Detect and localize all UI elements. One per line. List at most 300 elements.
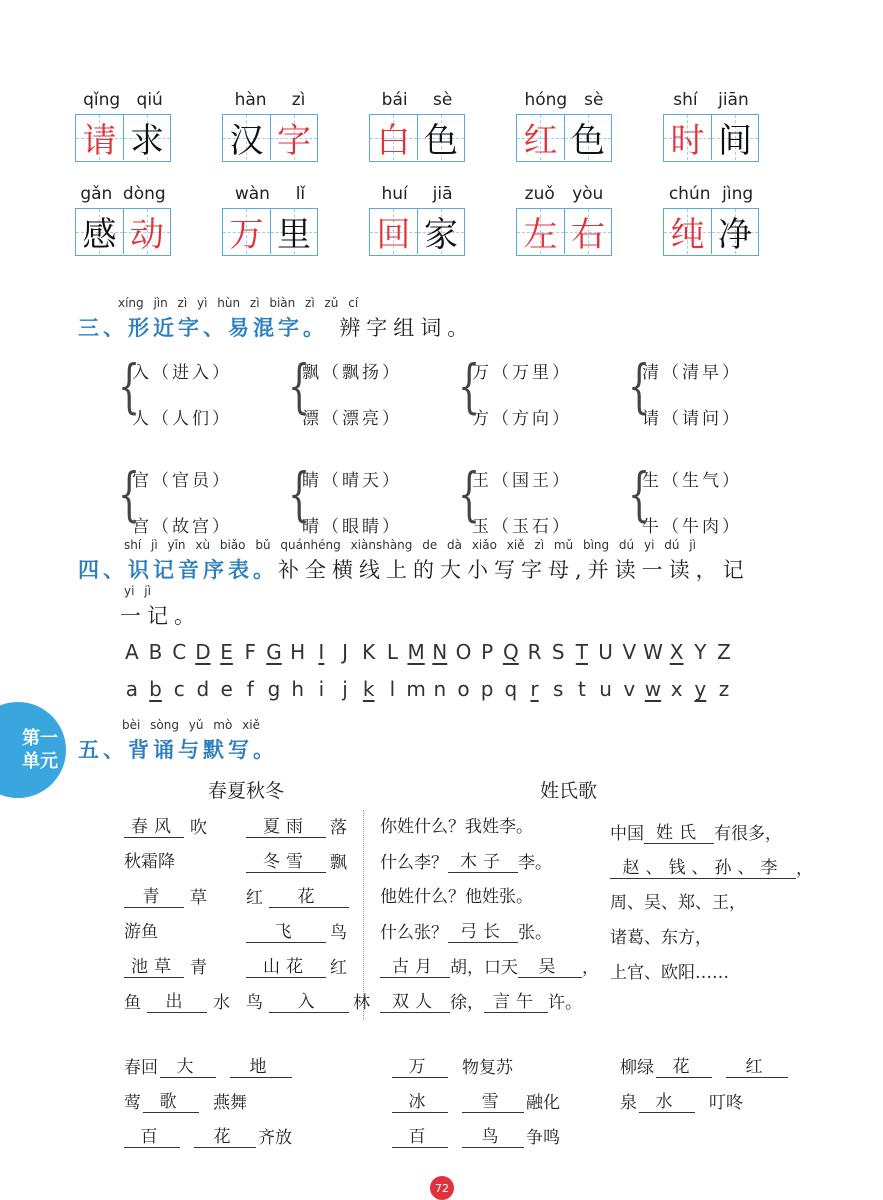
word-item <box>663 90 759 162</box>
poem-line <box>246 812 347 838</box>
brace-word: 入（进入） <box>132 362 232 383</box>
hanzi-char: 色 <box>570 121 605 161</box>
pinyin-syllable: lǐ <box>295 184 306 204</box>
tianzige-cell <box>711 115 758 160</box>
word-pinyin <box>663 90 759 114</box>
hanzi-char: 字 <box>276 121 311 161</box>
brace-groups <box>118 350 798 566</box>
fill-blank: 木子 <box>448 847 518 873</box>
poem-line <box>620 1052 790 1078</box>
brace-lines <box>132 350 232 442</box>
word-item <box>75 90 171 162</box>
poem-text: 吹 <box>190 818 207 838</box>
brace-group <box>118 458 288 550</box>
brace-group <box>288 350 458 442</box>
brace-word: 官（官员） <box>132 470 232 491</box>
alphabet-letter: G <box>266 640 282 664</box>
poem-text: 胡，口天 <box>450 958 518 978</box>
brace-word: 清（清早） <box>642 362 742 383</box>
alphabet-letter: i <box>318 677 325 701</box>
pinyin-syllable: jìng <box>722 184 754 204</box>
poem-text: 水 <box>213 993 230 1013</box>
alphabet-letter: Q <box>502 640 519 664</box>
poem-text: 有很多， <box>714 824 782 844</box>
brace-symbol: { <box>458 352 481 420</box>
poem-text: 争鸣 <box>526 1128 560 1148</box>
poem-text: ， <box>796 859 813 879</box>
poem-text: 叮咚 <box>709 1093 743 1113</box>
alphabet-letter: Z <box>717 640 731 664</box>
poem-text: 上官、欧阳…… <box>610 963 729 983</box>
pinyin-syllable: sè <box>432 90 453 110</box>
brace-lines <box>302 350 402 442</box>
word-item <box>75 184 171 256</box>
tianzige-cell <box>270 209 317 254</box>
poem-text: 李。 <box>518 853 552 873</box>
tianzige-cell <box>76 115 123 160</box>
poem-text: 中国 <box>610 824 644 844</box>
poem-line <box>392 1087 560 1113</box>
brace-symbol: { <box>288 352 311 420</box>
fill-blank: 弓长 <box>448 917 518 943</box>
section-4-instruction-2: 一记。 <box>120 604 201 628</box>
alphabet-letter: c <box>173 677 185 701</box>
hanzi-char: 家 <box>423 215 458 255</box>
tianzige-boxes <box>369 114 465 162</box>
fill-blank: 飞 <box>246 917 326 943</box>
alphabet-letter: x <box>670 677 683 701</box>
hanzi-char: 净 <box>717 215 752 255</box>
poem-line <box>246 952 347 978</box>
hanzi-char: 请 <box>82 121 117 161</box>
alphabet-letter: k <box>362 677 375 701</box>
fill-blank: 花 <box>269 882 349 908</box>
hanzi-char: 色 <box>423 121 458 161</box>
poem-line <box>392 1052 513 1078</box>
poem-text: 齐放 <box>258 1128 292 1148</box>
fill-blank: 春风 <box>124 812 184 838</box>
poem-text: 徐， <box>450 993 484 1013</box>
word-pinyin <box>75 90 171 114</box>
poem-text: 红 <box>330 958 347 978</box>
tianzige-cell <box>76 209 123 254</box>
poem-text: 融化 <box>526 1093 560 1113</box>
poem-line <box>380 847 552 873</box>
hanzi-char: 间 <box>717 121 752 161</box>
poem-line <box>380 952 599 978</box>
fill-blank: 夏雨 <box>246 812 326 838</box>
hanzi-char: 纯 <box>670 215 705 255</box>
poem-line <box>246 847 347 873</box>
tianzige-cell <box>564 115 611 160</box>
brace-word: 睛（晴天） <box>302 470 402 491</box>
poem-text: 什么张？ <box>380 923 448 943</box>
alphabet-letter: y <box>694 677 707 701</box>
tianzige-boxes <box>663 208 759 256</box>
brace-word: 万（万里） <box>472 362 572 383</box>
alphabet-letter: w <box>644 677 662 701</box>
pinyin-syllable: bái <box>381 90 408 110</box>
poem-text: 游鱼 <box>124 922 158 942</box>
alphabet-letter: n <box>433 677 447 701</box>
poem-text: 泉 <box>620 1093 637 1113</box>
tianzige-cell <box>664 115 711 160</box>
word-pinyin <box>369 90 465 114</box>
brace-lines <box>472 350 572 442</box>
poem-1-title: 春夏秋冬 <box>208 780 285 802</box>
brace-symbol: { <box>118 352 141 420</box>
alphabet-letter: M <box>407 640 425 664</box>
pinyin-syllable: gǎn <box>80 184 113 204</box>
hanzi-char: 动 <box>129 215 164 255</box>
alphabet-letter: X <box>669 640 684 664</box>
hanzi-char: 回 <box>376 215 411 255</box>
section-4-pinyin: shí jì yīn xù biǎo bǔ quánhéng xiànshàng de dà xiǎo xiě zì mǔ bìng dú yi dú jì <box>124 538 696 552</box>
poem-text: 他姓什么？他姓张。 <box>380 887 533 907</box>
poem-text: 你姓什么？我姓李。 <box>380 817 533 837</box>
alphabet-letter: A <box>125 640 139 664</box>
alphabet-letter: j <box>342 677 348 701</box>
tianzige-boxes <box>75 208 171 256</box>
brace-group <box>628 458 798 550</box>
pinyin-syllable: chún <box>668 184 711 204</box>
brace-group <box>458 458 628 550</box>
hanzi-char: 感 <box>82 215 117 255</box>
fill-blank: 言午 <box>484 987 548 1013</box>
word-pinyin <box>75 184 171 208</box>
alphabet-letter: g <box>267 677 281 701</box>
word-pinyin <box>516 90 612 114</box>
brace-lines <box>302 458 402 550</box>
alphabet-letter: P <box>481 640 494 664</box>
tianzige-cell <box>223 115 270 160</box>
pinyin-syllable: jiān <box>718 90 749 110</box>
poem-text: 春回 <box>124 1058 158 1078</box>
unit-tab-line1: 第一 <box>22 728 58 749</box>
tianzige-boxes <box>222 208 318 256</box>
fill-blank: 青 <box>124 882 184 908</box>
word-pinyin <box>516 184 612 208</box>
tianzige-cell <box>664 209 711 254</box>
poem-text: 柳绿 <box>620 1058 654 1078</box>
fill-blank: 吴 <box>518 952 582 978</box>
tianzige-boxes <box>222 114 318 162</box>
word-pinyin <box>222 184 318 208</box>
fill-blank: 万 <box>392 1052 448 1078</box>
tianzige-boxes <box>369 208 465 256</box>
alphabet-letter: I <box>318 640 325 664</box>
poem-text: 飘 <box>330 853 347 873</box>
fill-blank: 冬雪 <box>246 847 326 873</box>
poem-text: 林 <box>353 993 370 1013</box>
word-grid <box>75 90 795 278</box>
hanzi-char: 万 <box>229 215 264 255</box>
fill-blank: 双人 <box>380 987 450 1013</box>
poem-line <box>620 1087 743 1113</box>
poem-line <box>610 853 813 879</box>
pinyin-syllable: wàn <box>234 184 270 204</box>
brace-row <box>118 350 798 442</box>
alphabet-letter: L <box>386 640 398 664</box>
tianzige-cell <box>417 115 464 160</box>
section-4-instruction: 补全横线上的大小写字母,并读一读，记 <box>278 558 750 582</box>
brace-lines <box>132 458 232 550</box>
hanzi-char: 里 <box>276 215 311 255</box>
poem-line <box>124 1122 292 1148</box>
alphabet-letter: z <box>718 677 730 701</box>
brace-word: 请（请问） <box>642 408 742 429</box>
word-item <box>516 90 612 162</box>
poem-line <box>380 917 552 943</box>
alphabet-letter: D <box>195 640 211 664</box>
word-item <box>222 90 318 162</box>
section-3-instruction: 辨字组词。 <box>339 316 475 340</box>
brace-word: 人（人们） <box>132 408 232 429</box>
fill-blank: 地 <box>230 1052 292 1078</box>
poem-line <box>124 1052 294 1078</box>
fill-blank: 百 <box>392 1122 448 1148</box>
hanzi-char: 时 <box>670 121 705 161</box>
fill-blank: 鸟 <box>462 1122 524 1148</box>
alphabet-letter: v <box>623 677 636 701</box>
poem-line <box>380 882 533 907</box>
tianzige-cell <box>711 209 758 254</box>
tianzige-boxes <box>516 114 612 162</box>
brace-word: 方（方向） <box>472 408 572 429</box>
alphabet-letter: N <box>432 640 448 664</box>
section-3-heading <box>78 296 474 342</box>
alphabet-letter: u <box>599 677 612 701</box>
alphabet-letter: O <box>455 640 472 664</box>
fill-blank: 红 <box>726 1052 788 1078</box>
uppercase-alphabet <box>120 640 736 664</box>
poem-line <box>124 847 175 872</box>
word-pinyin <box>369 184 465 208</box>
poem-text: 燕舞 <box>213 1093 247 1113</box>
alphabet-letter: Y <box>694 640 707 664</box>
word-item <box>222 184 318 256</box>
fill-blank: 池草 <box>124 952 184 978</box>
pinyin-syllable: hàn <box>234 90 267 110</box>
tianzige-cell <box>370 115 417 160</box>
alphabet-letter: r <box>530 677 539 701</box>
poem-line <box>610 923 712 948</box>
poem-text: 秋霜降 <box>124 852 175 872</box>
poem-text: 红 <box>246 888 263 908</box>
brace-word: 玉（玉石） <box>472 516 572 537</box>
alphabet-letter: H <box>290 640 306 664</box>
fill-blank: 歌 <box>143 1087 199 1113</box>
brace-word: 宫（故宫） <box>132 516 232 537</box>
fill-blank: 冰 <box>392 1087 448 1113</box>
page-number: 72 <box>430 1176 454 1200</box>
fill-blank: 古月 <box>380 952 450 978</box>
alphabet-letter: m <box>406 677 426 701</box>
pinyin-syllable: jiā <box>432 184 453 204</box>
section-5-heading <box>78 718 278 764</box>
tianzige-boxes <box>663 114 759 162</box>
alphabet-letter: W <box>643 640 663 664</box>
tianzige-cell <box>564 209 611 254</box>
hanzi-char: 求 <box>129 121 164 161</box>
section-5-pinyin: bèi sòng yǔ mò xiě <box>122 718 260 732</box>
pinyin-syllable: hóng <box>524 90 568 110</box>
poem-line <box>124 987 230 1013</box>
poem-line <box>610 958 729 983</box>
alphabet-letter: f <box>246 677 254 701</box>
brace-symbol: { <box>628 352 651 420</box>
brace-symbol: { <box>628 460 651 528</box>
poem-line <box>610 818 782 844</box>
pinyin-syllable: shí <box>673 90 698 110</box>
unit-tab-line2: 单元 <box>22 751 58 772</box>
poem-text: 张。 <box>518 923 552 943</box>
unit-tab <box>0 702 66 798</box>
poem-text: 诸葛、东方， <box>610 928 712 948</box>
poem-text: 鸟 <box>330 923 347 943</box>
poem-2-title: 姓氏歌 <box>540 780 598 802</box>
fill-blank: 花 <box>656 1052 712 1078</box>
fill-blank: 百 <box>124 1122 180 1148</box>
poem-text: 周、吴、郑、王， <box>610 893 746 913</box>
pinyin-syllable: qiú <box>136 90 163 110</box>
fill-blank: 大 <box>160 1052 216 1078</box>
brace-symbol: { <box>288 460 311 528</box>
hanzi-char: 左 <box>523 215 558 255</box>
poem-line <box>392 1122 560 1148</box>
poem-line <box>246 882 353 908</box>
fill-blank: 山花 <box>246 952 326 978</box>
fill-blank: 姓氏 <box>644 818 714 844</box>
alphabet-letter: F <box>244 640 257 664</box>
brace-symbol: { <box>458 460 481 528</box>
word-item <box>516 184 612 256</box>
fill-blank: 雪 <box>462 1087 524 1113</box>
alphabet-letter: p <box>480 677 494 701</box>
tianzige-cell <box>417 209 464 254</box>
word-item <box>369 90 465 162</box>
poem-text: 鸟 <box>246 993 263 1013</box>
brace-group <box>628 350 798 442</box>
brace-row <box>118 458 798 550</box>
tianzige-boxes <box>75 114 171 162</box>
alphabet-letter: a <box>125 677 138 701</box>
brace-word: 晴（眼睛） <box>302 516 402 537</box>
fill-blank: 赵、钱、孙、李 <box>610 853 796 879</box>
alphabet-letter: T <box>575 640 589 664</box>
alphabet-letter: R <box>527 640 542 664</box>
hanzi-char: 汉 <box>229 121 264 161</box>
brace-symbol: { <box>118 460 141 528</box>
poem-line <box>380 812 533 837</box>
alphabet-letter: l <box>389 677 396 701</box>
section-4-pinyin-2: yi jì <box>124 584 151 598</box>
pinyin-syllable: sè <box>584 90 604 110</box>
word-pinyin <box>663 184 759 208</box>
alphabet-letter: S <box>551 640 565 664</box>
alphabet-letter: K <box>362 640 376 664</box>
poem-line <box>124 1087 247 1113</box>
hanzi-char: 白 <box>376 121 411 161</box>
alphabet-letter: C <box>172 640 187 664</box>
brace-lines <box>642 350 742 442</box>
tianzige-boxes <box>516 208 612 256</box>
poem-text: 落 <box>330 818 347 838</box>
tianzige-cell <box>123 115 170 160</box>
pinyin-syllable: yòu <box>572 184 604 204</box>
brace-lines <box>472 458 572 550</box>
poem-line <box>124 812 207 838</box>
alphabet-letter: B <box>148 640 163 664</box>
alphabet-letter: d <box>196 677 210 701</box>
poem-line <box>380 987 582 1013</box>
lowercase-alphabet <box>120 677 736 701</box>
alphabet-letter: b <box>149 677 162 701</box>
poem-text: 莺 <box>124 1093 141 1113</box>
alphabet-letter: J <box>342 640 348 664</box>
fill-blank: 出 <box>147 987 207 1013</box>
brace-lines <box>642 458 742 550</box>
poem-text: ， <box>582 958 599 978</box>
fill-blank: 水 <box>639 1087 695 1113</box>
alphabet-letter: h <box>291 677 304 701</box>
tianzige-cell <box>370 209 417 254</box>
section-4-heading <box>78 538 818 630</box>
section-3-pinyin: xíng jìn zì yì hùn zì biàn zì zǔ cí <box>118 296 359 310</box>
alphabet-letter: q <box>504 677 518 701</box>
word-row <box>75 90 795 162</box>
word-row <box>75 184 795 256</box>
poem-line <box>124 882 207 908</box>
brace-word: 王（国王） <box>472 470 572 491</box>
poem-text: 许。 <box>548 993 582 1013</box>
poem-line <box>124 917 158 942</box>
section-5-title: 五、背诵与默写。 <box>78 738 278 762</box>
hanzi-char: 红 <box>523 121 558 161</box>
brace-group <box>288 458 458 550</box>
word-item <box>663 184 759 256</box>
fill-blank: 入 <box>269 987 349 1013</box>
tianzige-cell <box>270 115 317 160</box>
section-4-title: 四、识记音序表。 <box>78 558 278 582</box>
poem-line <box>124 952 207 978</box>
alphabet-letter: o <box>457 677 470 701</box>
alphabet-letter: t <box>577 677 586 701</box>
section-3-title: 三、形近字、易混字。 <box>78 316 328 340</box>
brace-word: 飘（飘扬） <box>302 362 402 383</box>
alphabet-letter: E <box>220 640 233 664</box>
poem-line <box>246 917 347 943</box>
hanzi-char: 右 <box>570 215 605 255</box>
brace-word: 漂（漂亮） <box>302 408 402 429</box>
pinyin-syllable: qǐng <box>83 90 121 110</box>
brace-group <box>458 350 628 442</box>
pinyin-syllable: dòng <box>122 184 166 204</box>
alphabet-letter: V <box>622 640 637 664</box>
poem-line <box>610 888 746 913</box>
fill-blank: 花 <box>194 1122 256 1148</box>
poem-text: 鱼 <box>124 993 141 1013</box>
alphabet-letter: s <box>553 677 564 701</box>
poem-text: 什么李？ <box>380 853 448 873</box>
tianzige-cell <box>123 209 170 254</box>
brace-word: 牛（牛肉） <box>642 516 742 537</box>
poem-line <box>246 987 370 1013</box>
pinyin-syllable: zì <box>291 90 306 110</box>
brace-word: 生（生气） <box>642 470 742 491</box>
pinyin-syllable: huí <box>381 184 408 204</box>
alphabet-letter: e <box>220 677 233 701</box>
